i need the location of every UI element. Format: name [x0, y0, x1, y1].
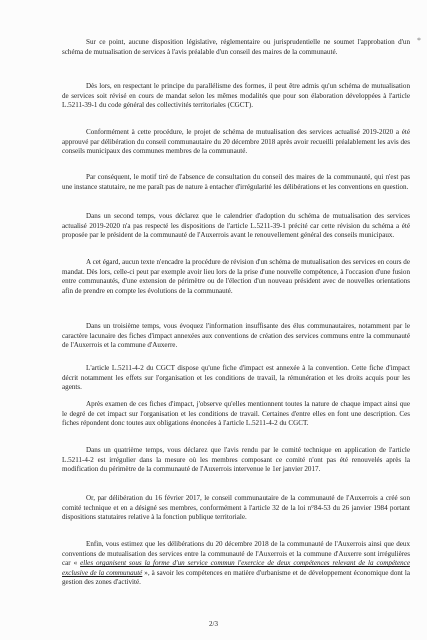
- paragraph-2: Dès lors, en respectant le principe du parallélisme des formes, il peut être admis qu'un schéma de mutualisation de services soit révisé en cours de mandat selon les mêmes modalités que pour son élaboration développées à l'article L.5211-39-1 du code général des collectivités territoriales (CGCT).: [62, 82, 410, 110]
- paragraph-3: Conformément à cette procédure, le projet de schéma de mutualisation des services actualisé 2019-2020 a été approuvé par délibération du conseil communautaire du 20 décembre 2018 après avoir recueilli préalablement les avis des conseils municipaux des communes membres de la communauté.: [62, 128, 410, 156]
- paragraph-6: A cet égard, aucun texte n'encadre la procédure de révision d'un schéma de mutualisation des services en cours de mandat. Dès lors, celle-ci peut par exemple avoir lieu lors de la prise d'une nouvelle compétence, à l'occasion d'une fusion entre communautés, d'une extension de périmètre ou de l'élection d'un nouveau président avec de nouvelles orientations afin de prendre en compte les évolutions de la communauté.: [62, 258, 410, 295]
- paragraph-12: [62, 540, 410, 588]
- paragraph-1: Sur ce point, aucune disposition législative, réglementaire ou jurisprudentielle ne soumet l'approbation d'un schéma de mutualisation de services à l'avis préalable d'un conseil des maires de la communauté.: [62, 38, 410, 56]
- paragraph-5: Dans un second temps, vous déclarez que le calendrier d'adoption du schéma de mutualisation des services actualisé 2019-2020 n'a pas respecté les dispositions de l'article L.5211-39-1 précité car cette révision du schéma a été proposée par le président de la communauté de l'Auxerrois avant le renouvellement général des conseils municipaux.: [62, 212, 410, 240]
- margin-mark: *: [417, 36, 421, 45]
- paragraph-4: Par conséquent, le motif tiré de l'absence de consultation du conseil des maires de la communauté, qui n'est pas une instance statutaire, ne me paraît pas de nature à entacher d'irrégularité les délibérations et les conventions en question.: [62, 173, 410, 191]
- paragraph-12-intro: Enfin, vous estimez que les délibérations du 20 décembre 2018 de la communauté de l'Auxerrois ainsi que deux conventions de mutualisation des services entre la communauté de l'Auxerrois et la commune d'Auxerre sont irrégulières car «: [62, 540, 410, 568]
- paragraph-12-quote: elles organisent sous la forme d'un service commun l'exercice de deux compétences relevant de la compétence exclusive de la communauté: [62, 559, 410, 577]
- paragraph-12-outro: », à savoir les compétences en matière d'urbanisme et de développement économique dont la gestion des zones d'activité.: [62, 568, 410, 587]
- paragraph-9: Après examen de ces fiches d'impact, j'observe qu'elles mentionnent toutes la nature de chaque impact ainsi que le degré de cet impact sur l'organisation et les conditions de travail. Certaines d'entre elles en font une description. Ces fiches répondent donc toutes aux obligations énoncées à l'article L.5211-4-2 du CGCT.: [62, 400, 410, 428]
- paragraph-8: L'article L.5211-4-2 du CGCT dispose qu'une fiche d'impact est annexée à la convention. Cette fiche d'impact décrit notamment les effets sur l'organisation et les conditions de travail, la rémunération et les droits acquis pour les agents.: [62, 364, 410, 392]
- paragraph-10: Dans un quatrième temps, vous déclarez que l'avis rendu par le comité technique en application de l'article L.5211-4-2 est irrégulier dans la mesure où les membres composant ce comité n'ont pas été renouvelés après la modification du périmètre de la communauté de l'Auxerrois intervenue le 1er janvier 2017.: [62, 446, 410, 474]
- paragraph-7: Dans un troisième temps, vous évoquez l'information insuffisante des élus communautaires, notamment par le caractère lacunaire des fiches d'impact annexées aux conventions de création des services communs entre la communauté de l'Auxerrois et la commune d'Auxerre.: [62, 322, 410, 350]
- paragraph-11: Or, par délibération du 16 février 2017, le conseil communautaire de la communauté de l'Auxerrois a créé son comité technique et en a désigné ses membres, conformément à l'article 32 de la loi n°84-53 du 26 janvier 1984 portant dispositions statutaires relative à la fonction publique territoriale.: [62, 494, 410, 522]
- page-number: 2/3: [209, 620, 218, 628]
